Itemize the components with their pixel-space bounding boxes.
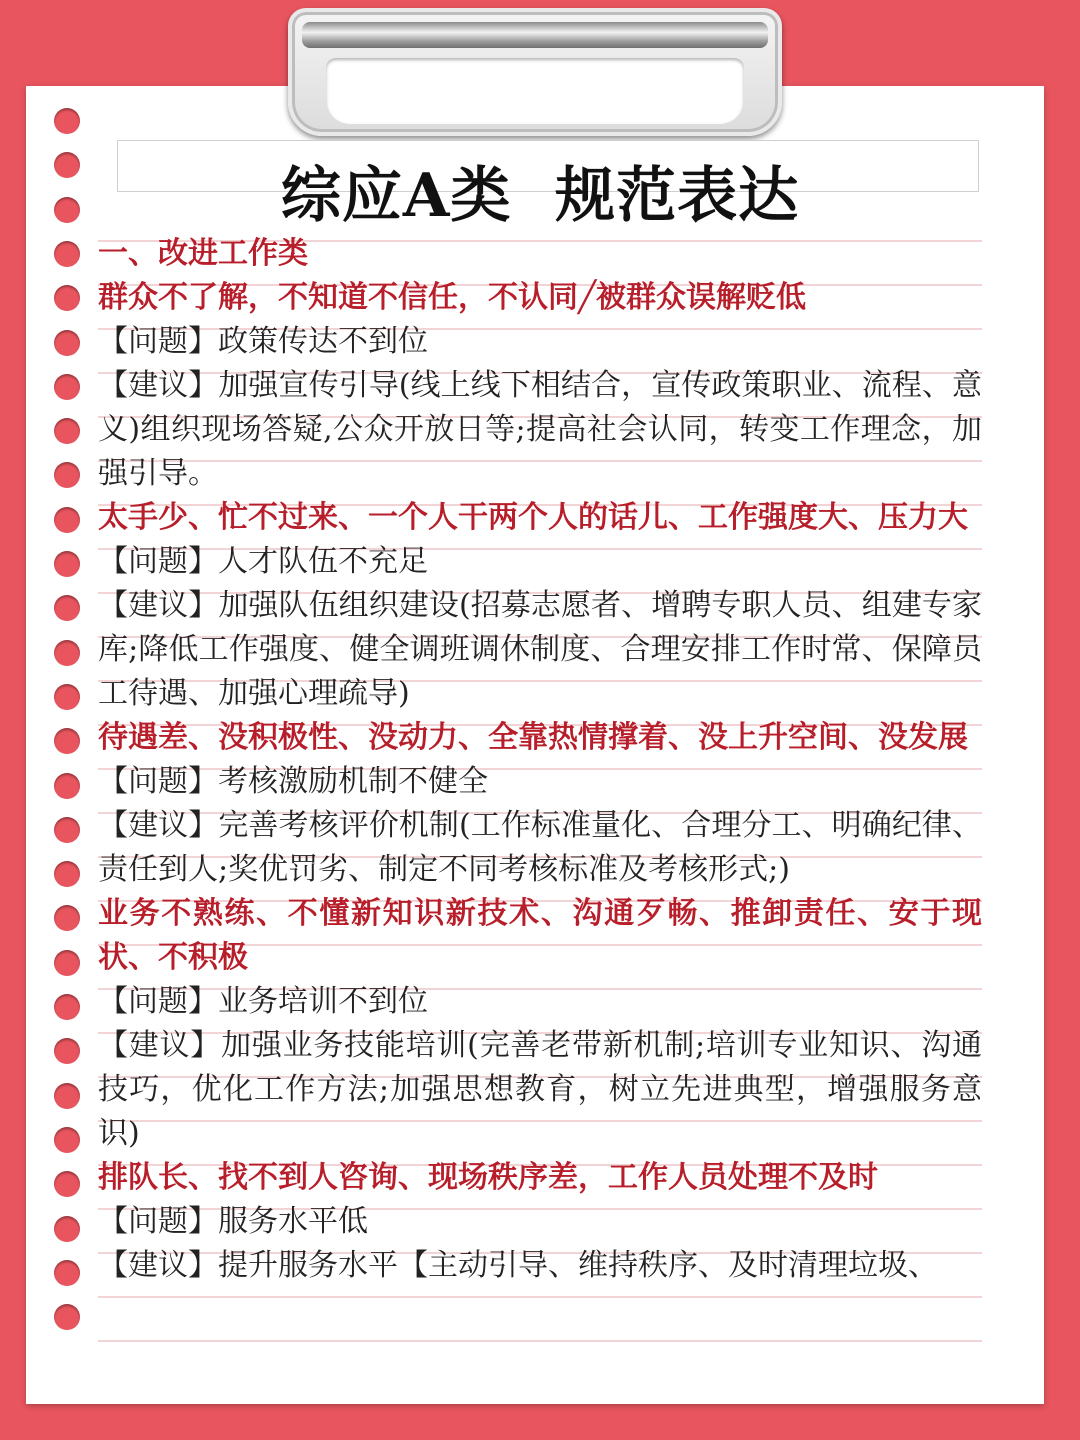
advice-line (98, 364, 982, 496)
binder-hole (54, 1304, 80, 1330)
problem-tag: 【问题】 (98, 984, 218, 1019)
problem-tag: 【问题】 (98, 764, 218, 799)
binder-hole (54, 684, 80, 710)
advice-text: 提升服务水平【主动引导、维持秩序、及时清理垃圾、 (218, 1248, 938, 1283)
problem-line (98, 540, 982, 584)
issue-heading: 业务不熟练、不懂新知识新技术、沟通歹畅、推卸责任、安于现状、不积极 (98, 896, 982, 975)
binder-hole (54, 728, 80, 754)
advice-text: 加强宣传引导(线上线下相结合，宣传政策职业、流程、意义)组织现场答疑,公众开放日等;提高社会认同，转变工作理念，加强引导。 (98, 368, 982, 491)
binder-hole (54, 1083, 80, 1109)
problem-line (98, 980, 982, 1024)
issue-heading: 群众不了解，不知道不信任，不认同╱被群众误解贬低 (98, 280, 807, 315)
problem-line (98, 760, 982, 804)
binder-hole (54, 994, 80, 1020)
binder-hole (54, 108, 80, 134)
problem-tag: 【问题】 (98, 324, 218, 359)
advice-line (98, 1024, 982, 1156)
advice-tag: 【建议】 (98, 1248, 218, 1283)
clip-cutout (326, 58, 744, 124)
problem-text: 人才队伍不充足 (218, 544, 428, 579)
binder-hole (54, 950, 80, 976)
issue-heading: 排队长、找不到人咨询、现场秩序差，工作人员处理不及时 (98, 1160, 878, 1195)
issue-heading: 太手少、忙不过来、一个人干两个人的话儿、工作强度大、压力大 (98, 500, 968, 535)
binder-hole (54, 507, 80, 533)
problem-tag: 【问题】 (98, 1204, 218, 1239)
ruled-line (98, 1296, 982, 1298)
advice-tag: 【建议】 (98, 1028, 222, 1063)
clip-bar (302, 22, 768, 48)
binder-hole (54, 551, 80, 577)
problem-text: 政策传达不到位 (218, 324, 428, 359)
binder-hole (54, 1171, 80, 1197)
binder-hole (54, 1216, 80, 1242)
binder-hole (54, 861, 80, 887)
problem-text: 服务水平低 (218, 1204, 368, 1239)
binder-hole (54, 640, 80, 666)
advice-line (98, 584, 982, 716)
ruled-line (98, 1340, 982, 1342)
binder-hole (54, 285, 80, 311)
binder-hole (54, 241, 80, 267)
advice-tag: 【建议】 (98, 368, 219, 403)
binder-hole (54, 1127, 80, 1153)
issue-heading: 待遇差、没积极性、没动力、全靠热情撑着、没上升空间、没发展 (98, 720, 968, 755)
problem-text: 业务培训不到位 (218, 984, 428, 1019)
advice-text: 加强业务技能培训(完善老带新机制;培训专业知识、沟通技巧，优化工作方法;加强思想教育，树立先进典型，增强服务意识) (98, 1028, 983, 1151)
advice-text: 加强队伍组织建设(招募志愿者、增聘专职人员、组建专家库;降低工作强度、健全调班调休制度、合理安排工作时常、保障员工待遇、加强心理疏导) (98, 588, 982, 711)
advice-tag: 【建议】 (98, 808, 219, 843)
binder-hole (54, 374, 80, 400)
binder-hole (54, 330, 80, 356)
binder-hole (54, 1260, 80, 1286)
clipboard-clip (288, 8, 782, 136)
advice-text: 完善考核评价机制(工作标准量化、合理分工、明确纪律、责任到人;奖优罚劣、制定不同考核标准及考核形式;) (98, 808, 982, 887)
binder-hole (54, 773, 80, 799)
page-title: 综应A类 规范表达 (280, 161, 800, 231)
problem-tag: 【问题】 (98, 544, 218, 579)
problem-text: 考核激励机制不健全 (218, 764, 488, 799)
advice-line (98, 804, 982, 892)
advice-tag: 【建议】 (98, 588, 219, 623)
advice-line (98, 1244, 982, 1288)
problem-line (98, 320, 982, 364)
problem-line (98, 1200, 982, 1244)
binder-hole (54, 817, 80, 843)
binder-hole (54, 418, 80, 444)
section-heading: 一、改进工作类 (98, 236, 308, 271)
document-body (98, 232, 982, 1288)
